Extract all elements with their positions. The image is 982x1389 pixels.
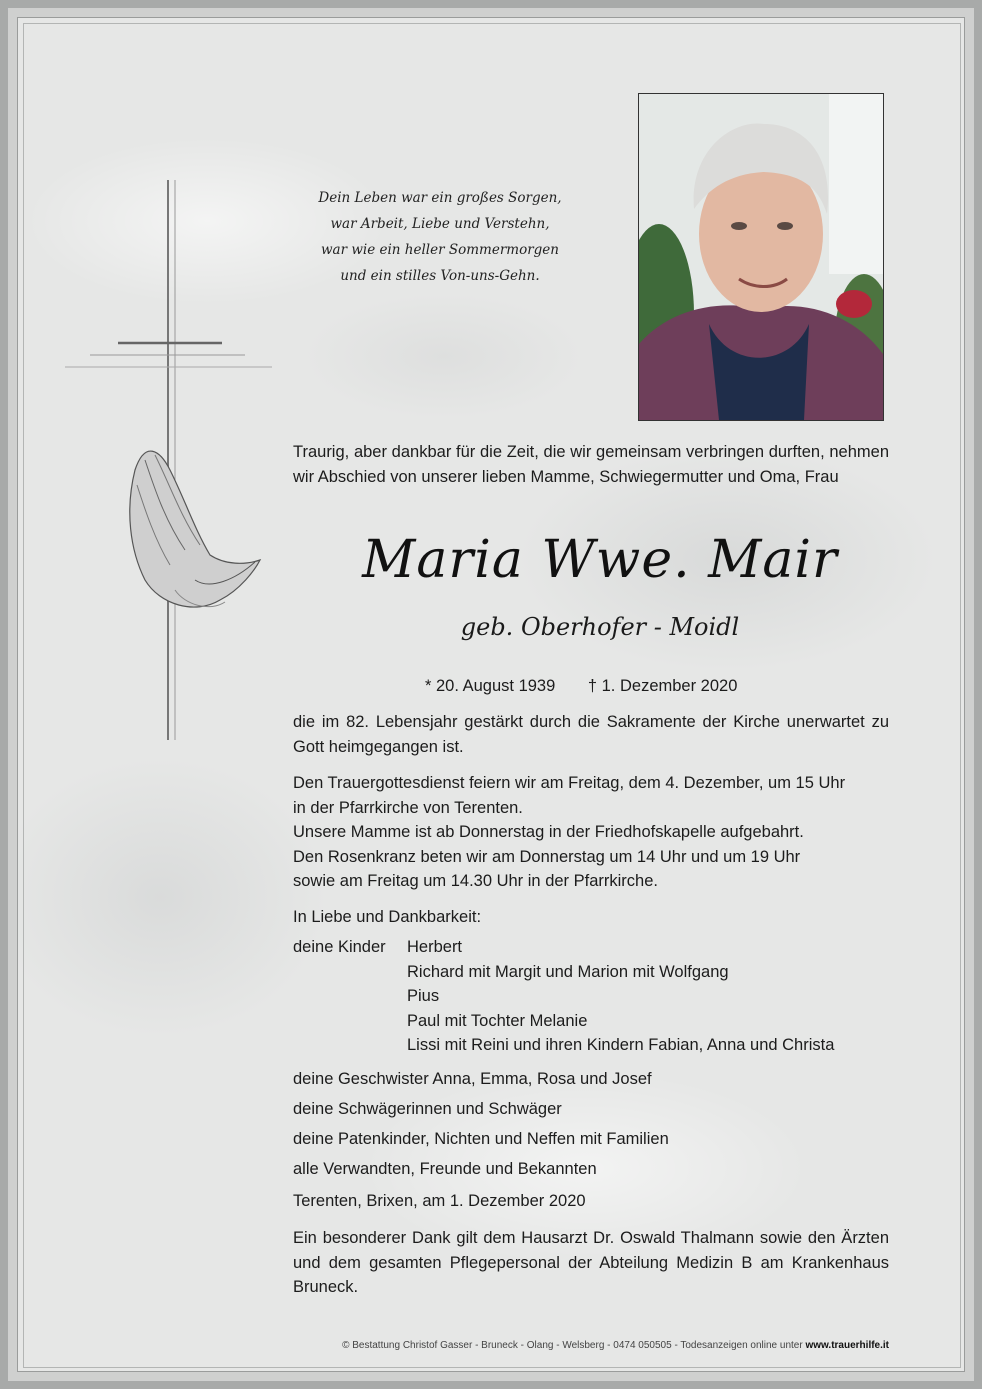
footer bbox=[293, 1340, 889, 1351]
thanks-text: Ein besonderer Dank gilt dem Hausarzt Dr. Oswald Thalmann sowie den Ärzten und dem gesamten Pflegepersonal der Abteilung Medizin B am Krankenhaus Bruneck. bbox=[293, 1229, 889, 1296]
child-entry: Pius bbox=[407, 987, 440, 1005]
portrait-image bbox=[639, 94, 883, 420]
mourners-intro: In Liebe und Dankbarkeit: bbox=[293, 908, 482, 926]
passing-text: die im 82. Lebensjahr gestärkt durch die Sakramente der Kirche unerwartet zu Gott heimgegangen ist. bbox=[293, 713, 889, 756]
children-list bbox=[407, 935, 834, 1058]
relative-entry: deine Patenkinder, Nichten und Neffen mit Familien bbox=[293, 1130, 669, 1148]
poem-line: war Arbeit, Liebe und Verstehn, bbox=[330, 216, 550, 232]
relatives-list bbox=[293, 1064, 669, 1184]
child-entry: Richard mit Margit und Marion mit Wolfgang bbox=[407, 962, 729, 981]
poem-line: und ein stilles Von-uns-Gehn. bbox=[340, 268, 540, 284]
deceased-name: Maria Wwe. Mair bbox=[362, 530, 838, 590]
funeral-line: Unsere Mamme ist ab Donnerstag in der Friedhofskapelle aufgebahrt. bbox=[293, 823, 804, 841]
footer-link[interactable]: www.trauerhilfe.it bbox=[805, 1340, 889, 1351]
birth-name: geb. Oberhofer - Moidl bbox=[460, 613, 740, 641]
funeral-details bbox=[293, 771, 889, 894]
praying-hands-icon bbox=[115, 430, 265, 630]
birth-date: * 20. August 1939 bbox=[425, 677, 556, 695]
poem bbox=[290, 185, 590, 289]
place-date: Terenten, Brixen, am 1. Dezember 2020 bbox=[293, 1192, 586, 1210]
intro-text: Traurig, aber dankbar für die Zeit, die wir gemeinsam verbringen durften, nehmen wir Abschied von unserer lieben Mamme, Schwiegermutter und Oma, Frau bbox=[293, 443, 889, 486]
life-dates bbox=[425, 674, 765, 699]
relative-entry: deine Geschwister Anna, Emma, Rosa und Josef bbox=[293, 1070, 652, 1088]
funeral-line: Den Rosenkranz beten wir am Donnerstag um 14 Uhr und um 19 Uhr bbox=[293, 847, 801, 866]
portrait-photo bbox=[638, 93, 884, 421]
relative-entry: deine Schwägerinnen und Schwäger bbox=[293, 1100, 562, 1118]
child-entry: Herbert bbox=[407, 938, 463, 956]
child-entry: Paul mit Tochter Melanie bbox=[407, 1011, 588, 1030]
poem-line: Dein Leben war ein großes Sorgen, bbox=[318, 190, 562, 206]
funeral-line: sowie am Freitag um 14.30 Uhr in der Pfarrkirche. bbox=[293, 872, 658, 890]
funeral-line: Den Trauergottesdienst feiern wir am Freitag, dem 4. Dezember, um 15 Uhr bbox=[293, 774, 846, 792]
footer-text: © Bestattung Christof Gasser - Bruneck - Olang - Welsberg - 0474 050505 - Todesanzeigen online unter bbox=[342, 1340, 803, 1351]
children-label: deine Kinder bbox=[293, 938, 386, 956]
poem-line: war wie ein heller Sommermorgen bbox=[321, 242, 559, 258]
funeral-line: in der Pfarrkirche von Terenten. bbox=[293, 798, 523, 817]
child-entry: Lissi mit Reini und ihren Kindern Fabian, Anna und Christa bbox=[407, 1036, 835, 1054]
relative-entry: alle Verwandten, Freunde und Bekannten bbox=[293, 1160, 597, 1178]
death-date: † 1. Dezember 2020 bbox=[587, 677, 738, 695]
